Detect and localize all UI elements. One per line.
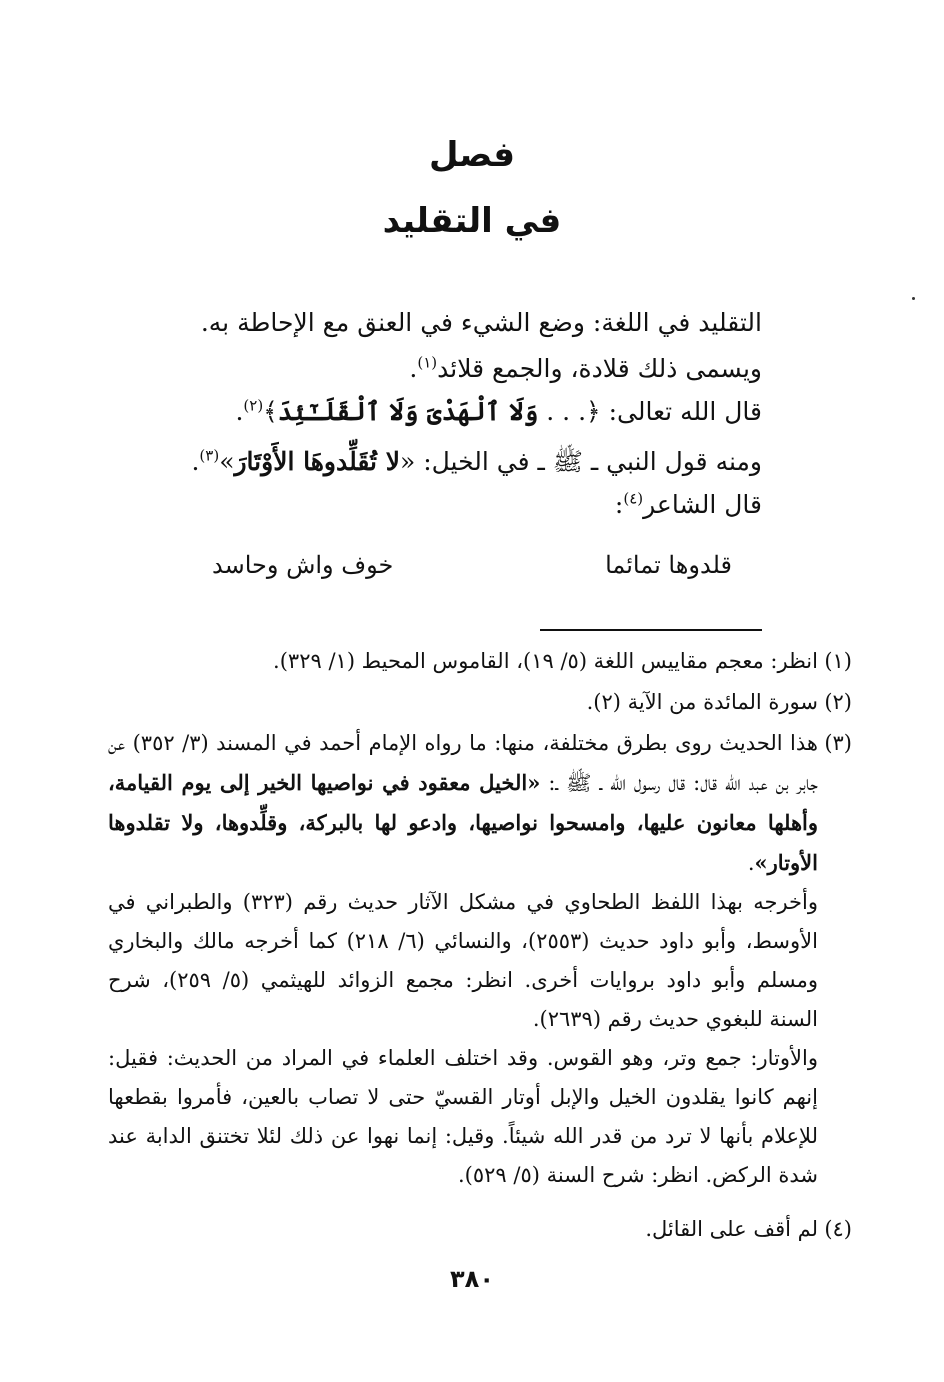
footnote-paragraph: وأخرجه بهذا اللفظ الطحاوي في مشكل الآثار حديث رقم (٣٢٣) والطبراني في الأوسط، وأبو داود حديث (٢٥٥٣)، والنسائي (٦/ ٢١٨) كما أخرجه مالك والبخاري ومسلم وأبو داود بروايات أخرى. انظر: مجمع الزوائد للهيثمي (٥/ ٢٥٩)، شرح السنة للبغوي حديث رقم (٢٦٣٩). (108, 890, 818, 1031)
footnote-ref: (٢) (243, 396, 264, 415)
quran-quote: وَلَا ٱلْهَدْىَ وَلَا ٱلْقَلَـٰٓئِدَ (277, 397, 539, 426)
verse-hemistich-first: قلدوها تمائما (605, 551, 732, 579)
footnote-text: سورة المائدة من الآية (٢). (586, 690, 818, 714)
footnote-ref: (١) (417, 353, 438, 372)
footnote-paragraph: والأوتار: جمع وتر، وهو القوس. وقد اختلف العلماء في المراد من الحديث: فقيل: إنهم كانوا يقلدون الخيل والإبل أوتار القسيّ حتى لا تصاب بالعين، فأمروا بقطعها للإعلام بأنها لا ترد من قدر الله شيئاً. وقيل: إنما نهوا عن ذلك لئلا تختنق الدابة عند شدة الركض. انظر: شرح السنة (٥/ ٥٢٩). (108, 1046, 818, 1187)
scan-speck (912, 297, 915, 300)
footnote-ref: (٤) (623, 489, 644, 508)
punctuation: . (191, 447, 200, 476)
footnote-2 (108, 683, 852, 722)
body-text: ومنه قول النبي ـ ﷺ ـ في الخيل: « (399, 447, 762, 476)
hadith-quote: «الخيل معقود في نواصيها الخير إلى يوم القيامة، وأهلها معانون عليها، وامسحوا نواصيها، وادعو لها بالبركة، وقلِّدوها، ولا تقلدوها الأوتار» (108, 770, 818, 875)
section-subheading: في التقليد (382, 201, 562, 241)
footnote-1 (108, 642, 852, 681)
footnote-text: انظر: معجم مقاييس اللغة (٥/ ١٩)، القاموس المحيط (١/ ٣٢٩). (273, 649, 818, 673)
body-line-quran (142, 397, 762, 427)
quote-mark: » (219, 447, 235, 476)
punctuation: . (409, 354, 418, 383)
footnote-text: هذا الحديث روى بطرق مختلفة، منها: ما رواه الإمام أحمد في المسند (٣/ ٣٥٢) عن جابر بن عبد الله قال: قال رسول الله ـ ﷺ ـ: (108, 731, 818, 795)
punctuation: . (235, 397, 244, 426)
verse-hemistich-second: خوف واش وحاسد (212, 551, 394, 579)
body-text: ويسمى ذلك قلادة، والجمع قلائد (437, 354, 762, 383)
body-line-definition: التقليد في اللغة: وضع الشيء في العنق مع الإحاطة به. (200, 308, 762, 337)
footnote-number: (٢) (824, 690, 852, 714)
footnote-paragraph (108, 724, 818, 883)
footnote-number: (٤) (824, 1217, 852, 1241)
footnote-3 (108, 724, 852, 1195)
body-line-plural (142, 354, 762, 384)
body-line-poet (142, 490, 762, 520)
footnote-number: (٣) (824, 731, 852, 755)
body-text: قال الشاعر (643, 490, 762, 519)
footnote-divider (540, 629, 762, 631)
footnote-ref: (٣) (199, 446, 220, 465)
page-number: ٣٨٠ (450, 1265, 494, 1293)
section-heading: فصل (428, 135, 516, 175)
body-line-hadith (142, 447, 762, 477)
footnote-text: لم أقف على القائل. (645, 1217, 818, 1241)
punctuation: : (614, 490, 624, 519)
punctuation: . (747, 851, 755, 875)
footnote-number: (١) (824, 649, 852, 673)
body-text: قال الله تعالى: ﴿. . . (546, 397, 762, 426)
footnote-4 (108, 1210, 852, 1249)
poetry-verse (212, 550, 732, 580)
quran-bracket: ﴾ (263, 397, 278, 426)
hadith-quote: لا تُقَلِّدوهَا الأَوْتَارَ (234, 447, 400, 476)
